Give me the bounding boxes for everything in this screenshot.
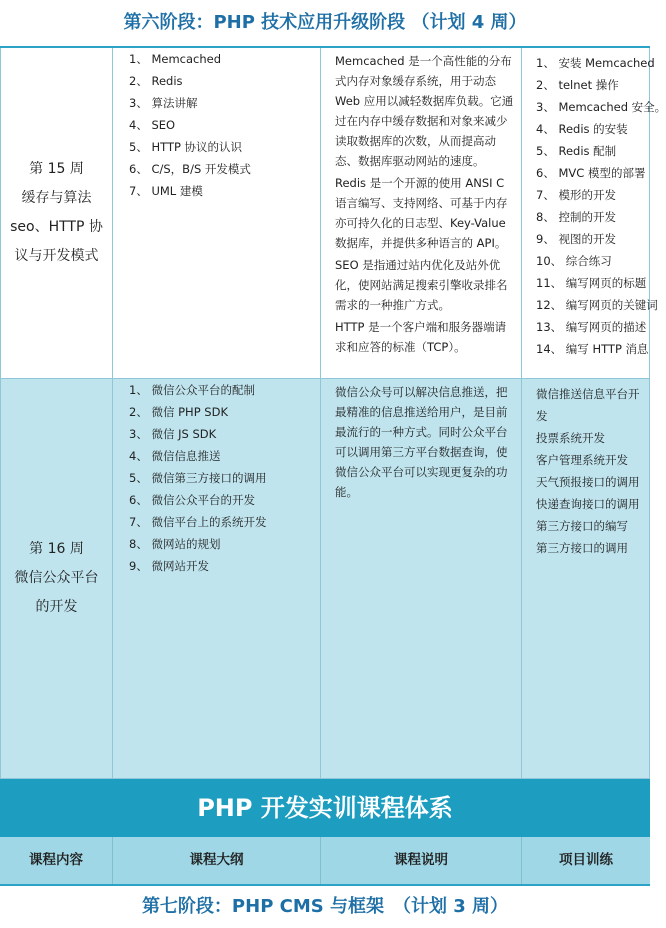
project-item: 微信推送信息平台开发: [536, 387, 640, 423]
project-item: 8、 控制的开发: [536, 210, 616, 224]
outline-item: 5、 HTTP 协议的认识: [129, 140, 243, 154]
project-item: 3、 Memcached 安全。: [536, 100, 666, 114]
week-line: 第 15 周: [29, 161, 84, 177]
project-item: 13、 编写网页的描述: [536, 320, 647, 334]
outline-item: 7、 微信平台上的系统开发: [129, 515, 267, 529]
week-15-projects: [522, 48, 666, 379]
outline-item: 6、 C/S，B/S 开发模式: [129, 162, 251, 176]
project-item: 6、 MVC 模型的部署: [536, 166, 646, 180]
outline-item: 4、 微信信息推送: [129, 449, 221, 463]
project-item: 4、 Redis 的安装: [536, 122, 628, 136]
week-16-projects: [522, 379, 650, 779]
header-project-training: 项目训练: [522, 837, 650, 884]
project-item: 客户管理系统开发: [536, 453, 628, 467]
project-item: 7、 模形的开发: [536, 188, 616, 202]
outline-item: 6、 微信公众平台的开发: [129, 493, 255, 507]
week-line: 议与开发模式: [14, 248, 99, 264]
week-15-cell: [0, 48, 113, 379]
course-system-banner: PHP 开发实训课程体系: [0, 779, 650, 837]
project-item: 5、 Redis 配制: [536, 144, 617, 158]
week-line: seo、HTTP 协: [10, 219, 103, 235]
project-item: 快递查询接口的调用: [536, 497, 640, 511]
outline-item: 1、 微信公众平台的配制: [129, 383, 255, 397]
week-16-description: [321, 379, 522, 779]
project-item: 1、 安装 Memcached: [536, 56, 655, 70]
outline-item: 2、 微信 PHP SDK: [129, 405, 228, 419]
week-15-description: [321, 48, 522, 379]
project-item: 10、 综合练习: [536, 254, 612, 268]
week-line: 微信公众平台: [14, 570, 99, 586]
description-paragraph: HTTP 是一个客户端和服务器端请求和应答的标准（TCP）。: [335, 320, 507, 354]
project-item: 第三方接口的调用: [536, 541, 628, 555]
outline-item: 4、 SEO: [129, 118, 176, 132]
week-16-cell: [0, 379, 113, 779]
stage-6-title: 第六阶段：PHP 技术应用升级阶段 （计划 4 周）: [0, 0, 650, 48]
description-paragraph: Redis 是一个开源的使用 ANSI C 语言编写、支持网络、可基于内存亦可持久化的日志型、Key-Value 数据库，并提供多种语言的 API。: [335, 176, 508, 250]
project-item: 第三方接口的编写: [536, 519, 628, 533]
description-paragraph: Memcached 是一个高性能的分布式内存对象缓存系统，用于动态 Web 应用以减轻数据库负载。它通过在内存中缓存数据和对象来减少读取数据库的次数，从而提高动态、数据库驱动网站的速度。: [335, 54, 514, 168]
project-item: 9、 视图的开发: [536, 232, 616, 246]
week-line: 的开发: [35, 599, 78, 615]
project-item: 12、 编写网页的关键词: [536, 298, 658, 312]
outline-item: 7、 UML 建模: [129, 184, 203, 198]
outline-item: 5、 微信第三方接口的调用: [129, 471, 267, 485]
outline-item: 8、 微网站的规划: [129, 537, 221, 551]
project-item: 11、 编写网页的标题: [536, 276, 647, 290]
week-line: 第 16 周: [29, 541, 84, 557]
outline-item: 9、 微网站开发: [129, 559, 209, 573]
week-16-outline: [113, 379, 321, 779]
project-item: 14、 编写 HTTP 消息: [536, 342, 649, 356]
description-paragraph: SEO 是指通过站内优化及站外优化，使网站满足搜索引擎收录排名需求的一种推广方式。: [335, 258, 508, 312]
header-course-outline: 课程大纲: [113, 837, 321, 884]
outline-item: 2、 Redis: [129, 74, 183, 88]
project-item: 2、 telnet 操作: [536, 78, 619, 92]
header-course-content: 课程内容: [0, 837, 113, 884]
week-line: 缓存与算法: [21, 190, 92, 206]
outline-item: 1、 Memcached: [129, 52, 222, 66]
header-course-description: 课程说明: [321, 837, 522, 884]
project-item: 天气预报接口的调用: [536, 475, 640, 489]
stage-7-title: 第七阶段：PHP CMS 与框架 （计划 3 周）: [0, 884, 650, 928]
description-paragraph: 微信公众号可以解决信息推送，把最精准的信息推送给用户，是目前最流行的一种方式。同时公众平台可以调用第三方平台数据查询，使微信公众平台可以实现更复杂的功能。: [335, 385, 508, 499]
project-item: 投票系统开发: [536, 431, 605, 445]
week-15-outline: [113, 48, 321, 379]
outline-item: 3、 微信 JS SDK: [129, 427, 217, 441]
outline-item: 3、 算法讲解: [129, 96, 198, 110]
